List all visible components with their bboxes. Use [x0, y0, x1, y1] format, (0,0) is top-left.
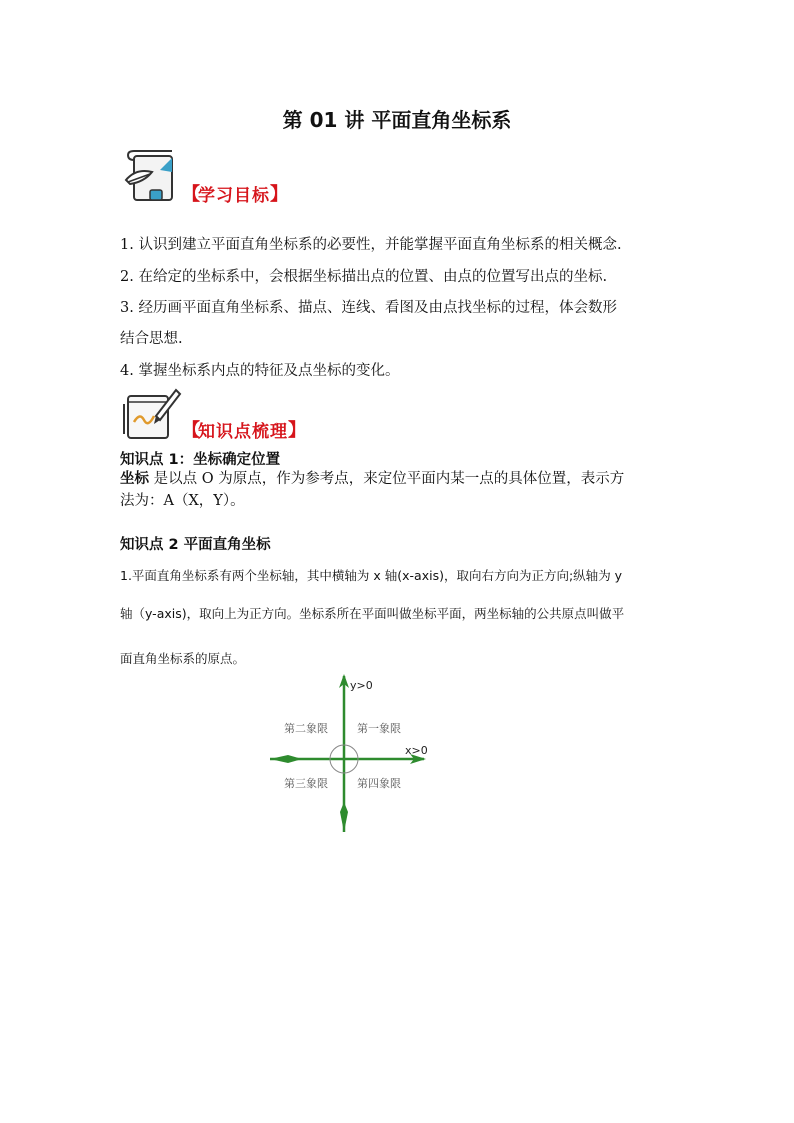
quadrant-2-label: 第二象限 [284, 722, 328, 735]
kp1-paragraph [120, 468, 680, 512]
objective-item: 4. 掌握坐标系内点的特征及点坐标的变化。 [120, 363, 400, 379]
objective-item: 结合思想. [120, 331, 183, 347]
kp2-line: 面直角坐标系的原点。 [120, 651, 246, 666]
right-bracket: 】 [288, 420, 306, 441]
knowledge-label: 知识点梳理 [198, 422, 288, 442]
y-axis-tail [340, 802, 348, 832]
kp2-heading: 知识点 2 平面直角坐标 [120, 537, 271, 553]
coordinate-diagram [262, 672, 442, 837]
left-bracket: 【 [182, 184, 200, 205]
kp2-line: 轴（y-axis)，取向上为正方向。坐标系所在平面叫做坐标平面，两坐标轴的公共原点叫做平 [120, 606, 625, 621]
kp1-term: 坐标 [120, 470, 149, 487]
y-axis-label: y>0 [350, 679, 373, 692]
x-axis-tail [270, 755, 302, 763]
kp2-line: 1.平面直角坐标系有两个坐标轴，其中横轴为 x 轴(x-axis)，取向右方向为正方向;纵轴为 y [120, 568, 623, 583]
notepad-pencil-icon [120, 386, 182, 442]
kp1-heading: 知识点 1：坐标确定位置 [120, 452, 281, 468]
quadrant-3-label: 第三象限 [284, 777, 328, 790]
knowledge-header [120, 386, 306, 442]
objective-item: 3. 经历画平面直角坐标系、描点、连线、看图及由点找坐标的过程，体会数形 [120, 300, 617, 316]
page-title: 第 01 讲 平面直角坐标系 [282, 108, 512, 132]
left-bracket: 【 [182, 420, 200, 441]
right-bracket: 】 [270, 184, 288, 205]
quadrant-1-label: 第一象限 [357, 722, 401, 735]
objective-item: 1. 认识到建立平面直角坐标系的必要性，并能掌握平面直角坐标系的相关概念. [120, 237, 622, 253]
kp1-text-1: 是以点 O 为原点，作为参考点，来定位平面内某一点的具体位置，表示方 [149, 471, 625, 487]
kp1-line-2: 法为：A（X，Y）。 [120, 493, 245, 509]
objectives-label: 学习目标 [198, 186, 270, 206]
x-axis-label: x>0 [405, 744, 428, 757]
objective-item: 2. 在给定的坐标系中，会根据坐标描出点的位置、由点的位置写出点的坐标. [120, 269, 608, 285]
quadrant-4-label: 第四象限 [357, 777, 401, 790]
kp1-line-1 [120, 468, 680, 490]
scroll-quill-icon [120, 150, 182, 206]
objectives-header [120, 150, 288, 206]
